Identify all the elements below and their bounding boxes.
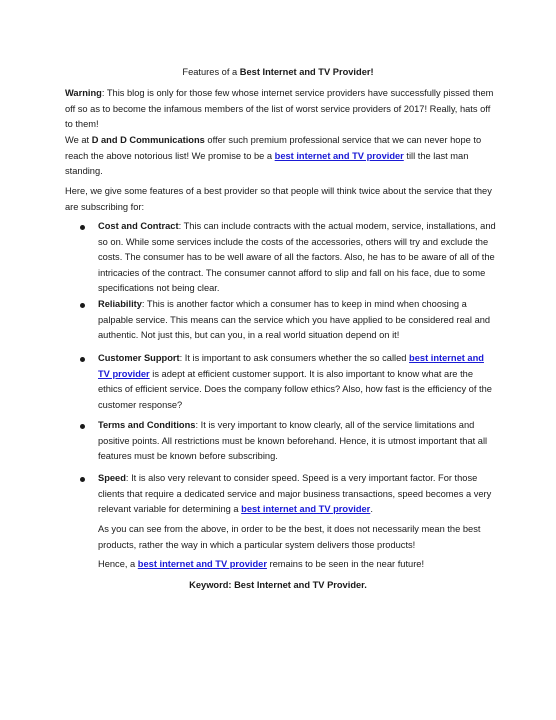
- closing-link[interactable]: best internet and TV provider: [137, 559, 267, 569]
- bullet-marker: [80, 225, 85, 230]
- bullet-text: : It is also very relevant to consider speed. Speed is a very important factor. For those clients that require a dedicated service and major business transactions, speed becomes a very relevant variable for determining a: [98, 473, 492, 514]
- page-title: [0, 66, 556, 79]
- bullet-label: Cost and Contract: [98, 221, 179, 231]
- closing-paragraph: [98, 557, 498, 573]
- intro-mid: offer such premium professional service that we can never hope to reach the above notorious list! We promise to be a: [65, 135, 482, 161]
- bullet-text: : It is important to ask consumers whether the so called: [179, 353, 410, 363]
- title-bold: Best Internet and TV Provider!: [239, 67, 374, 77]
- conclusion-paragraph: As you can see from the above, in order to be the best, it does not necessarily mean the best products, rather the way in which a particular system delivers those products!: [98, 524, 481, 550]
- bullet-marker: [80, 303, 85, 308]
- bullet-label: Customer Support: [98, 353, 180, 363]
- bullet-label: Speed: [98, 473, 126, 483]
- warning-label: Warning: [65, 88, 102, 98]
- bullet-link[interactable]: best internet and TV provider: [241, 504, 371, 514]
- bullet-marker: [80, 357, 85, 362]
- closing-post: remains to be seen in the near future!: [266, 559, 425, 569]
- intro-pre: We at: [65, 135, 92, 145]
- intro-paragraph: [65, 133, 497, 180]
- bullet-link[interactable]: best internet and TV provider: [98, 353, 484, 379]
- company-name: D and D Communications: [91, 135, 205, 145]
- bullet-text-post: is adept at efficient customer support. It is also important to know what are the ethics of efficient service. Does the company follow ethics? Also, how fast is the efficiency of the customer response?: [98, 368, 492, 410]
- bullet-marker: [80, 424, 85, 429]
- title-prefix: Features of a: [182, 67, 240, 77]
- intro-link[interactable]: best internet and TV provider: [274, 150, 404, 161]
- lead-paragraph: Here, we give some features of a best provider so that people will think twice about the service that they are subscribing for:: [65, 186, 492, 212]
- bullet-cost-contract: [98, 219, 498, 297]
- warning-text: : This blog is only for those few whose internet service providers have successfully pissed them off so as to become the infamous members of the list of worst service providers of 2017! Really, hats off to them!: [65, 88, 494, 129]
- bullet-text: : It is very important to know clearly, all of the service limitations and positive points. All restrictions must be known beforehand. Hence, it is utmost important that all features must be known before subscribing.: [98, 420, 488, 461]
- intro-post: till the last man standing.: [65, 150, 469, 176]
- keyword-line: [0, 579, 556, 592]
- bullet-text-post: .: [370, 504, 373, 514]
- bullet-terms-conditions: [98, 418, 498, 465]
- bullet-customer-support: [98, 351, 498, 413]
- closing-pre: Hence, a: [98, 559, 138, 569]
- bullet-label: Terms and Conditions: [98, 420, 196, 430]
- warning-paragraph: [65, 86, 497, 133]
- bullet-reliability: [98, 297, 498, 344]
- bullet-text: : This can include contracts with the actual modem, service, installations, and so on. While some services include the costs of the accessories, others will try and exclude the costs. The consumer has to be well aware of all the factors. Also, he has to be aware of all of the intricacies of the contract. The consumer cannot afford to slip and fall on his face, due to some specifications not being clear.: [98, 221, 496, 293]
- bullet-speed: [98, 471, 498, 518]
- bullet-text: : This is another factor which a consumer has to keep in mind when choosing a palpable service. This means can the service which you have applied to be considered real and authentic. Not just this, but can you, in a real world situation depend on it!: [98, 299, 491, 340]
- bullet-marker: [80, 477, 85, 482]
- bullet-label: Reliability: [98, 299, 142, 309]
- keyword-text: Keyword: Best Internet and TV Provider.: [189, 580, 367, 590]
